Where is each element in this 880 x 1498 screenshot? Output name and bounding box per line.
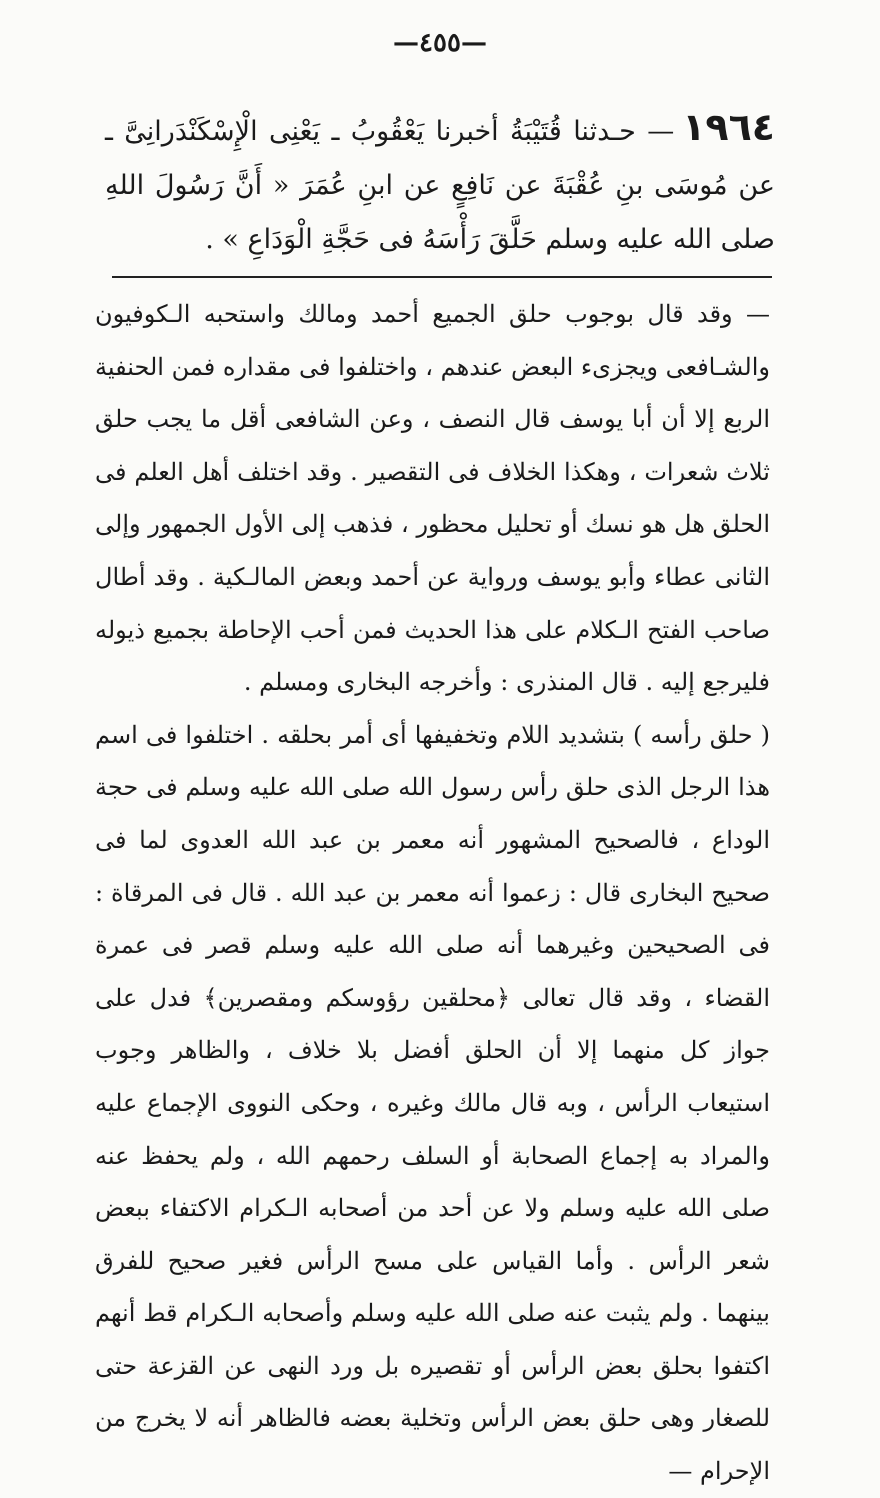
commentary-block bbox=[95, 288, 770, 1498]
page-number: —٤٥٥— bbox=[393, 28, 487, 58]
hadith-block bbox=[105, 100, 775, 267]
hadith-text: — حـدثنا قُتَيْبَةُ أخبرنا يَعْقُوبُ ـ يَعْنِى الْإِسْكَنْدَرانِىَّ ـ عن مُوسَى بنِ عُقْبَةَ عن نَافِعٍ عن ابنِ عُمَرَ « أَنَّ رَسُولَ اللهِ صلى الله عليه وسلم حَلَّقَ رَأْسَهُ فى حَجَّةِ الْوَدَاعِ » . bbox=[105, 116, 775, 255]
section-divider bbox=[112, 276, 772, 278]
hadith-number: ١٩٦٤ bbox=[682, 105, 775, 149]
commentary-paragraph-2: ( حلق رأسه ) بتشديد اللام وتخفيفها أى أمر بحلقه . اختلفوا فى اسم هذا الرجل الذى حلق رأس رسول الله صلى الله عليه وسلم فى حجة الوداع ، فالصحيح المشهور أنه معمر بن عبد الله العدوى لما فى صحيح البخارى قال : زعموا أنه معمر بن عبد الله . قال فى المرقاة : فى الصحيحين وغيرهما أنه صلى الله عليه وسلم قصر فى عمرة القضاء ، وقد قال تعالى ﴿محلقين رؤوسكم ومقصرين﴾ فدل على جواز كل منهما إلا أن الحلق أفضل بلا خلاف ، والظاهر وجوب استيعاب الرأس ، وبه قال مالك وغيره ، وحكى النووى الإجماع عليه والمراد به إجماع الصحابة أو السلف رحمهم الله ، ولم يحفظ عنه صلى الله عليه وسلم ولا عن أحد من أصحابه الـكرام الاكتفاء ببعض شعر الرأس . وأما القياس على مسح الرأس فغير صحيح للفرق بينهما . ولم يثبت عنه صلى الله عليه وسلم وأصحابه الـكرام قط أنهم اكتفوا بحلق بعض الرأس أو تقصيره بل ورد النهى عن القزعة حتى للصغار وهى حلق بعض الرأس وتخلية بعضه فالظاهر أنه لا يخرج من الإحرام — bbox=[95, 720, 771, 1486]
commentary-paragraph-1: — وقد قال بوجوب حلق الجميع أحمد ومالك واستحبه الـكوفيون والشـافعى ويجزىء البعض عندهم ، واختلفوا فى مقداره فمن الحنفية الربع إلا أن أبا يوسف قال النصف ، وعن الشافعى أقل ما يجب حلق ثلاث شعرات ، وهكذا الخلاف فى التقصير . وقد اختلف أهل العلم فى الحلق هل هو نسك أو تحليل محظور ، فذهب إلى الأول الجمهور وإلى الثانى عطاء وأبو يوسف ورواية عن أحمد وبعض المالـكية . وقد أطال صاحب الفتح الـكلام على هذا الحديث فمن أحب الإحاطة بجميع ذيوله فليرجع إليه . قال المنذرى : وأخرجه البخارى ومسلم . bbox=[95, 300, 771, 697]
